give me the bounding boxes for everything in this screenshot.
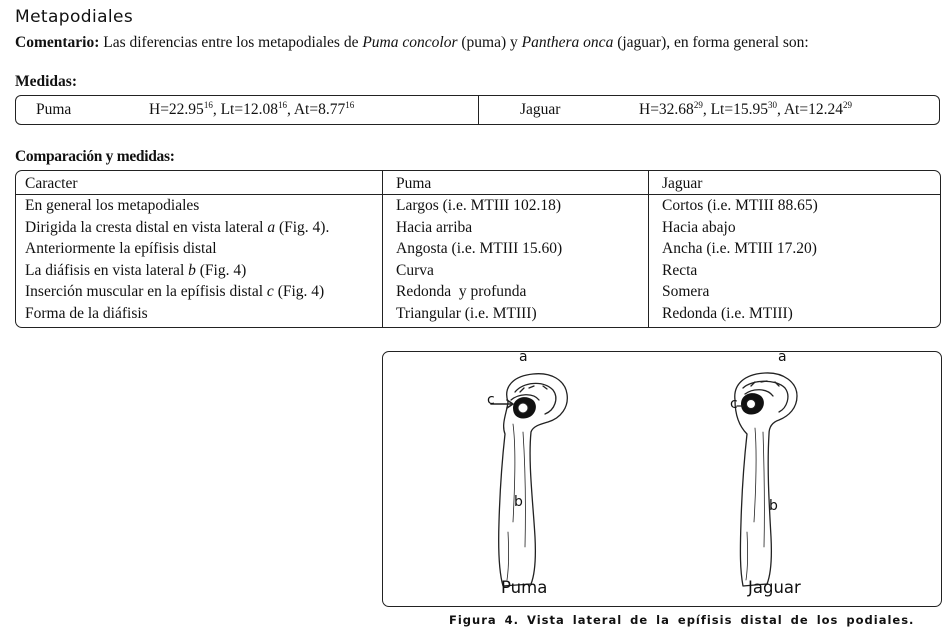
medidas-jaguar-values — [639, 101, 852, 119]
page-title: Metapodiales — [15, 7, 134, 27]
table-row-puma: Largos (i.e. MTIII 102.18) — [396, 197, 562, 214]
figure-label-puma: Puma — [501, 578, 548, 597]
table-row-jaguar: Somera — [662, 283, 710, 300]
medidas-table — [15, 95, 940, 125]
medidas-puma-values — [149, 101, 354, 119]
caracter-letter: a — [267, 218, 276, 236]
table-row-caracter — [25, 217, 329, 239]
table-row-caracter: En general los metapodiales — [25, 197, 200, 214]
medidas-divider — [478, 96, 479, 124]
medidas-jaguar-name: Jaguar — [520, 101, 561, 118]
puma-at-ref: 16 — [345, 100, 355, 110]
label-b-puma: b — [514, 494, 523, 510]
jaguar-column — [662, 195, 818, 324]
table-row-jaguar: Redonda (i.e. MTIII) — [662, 304, 793, 322]
caracter-letter: b — [188, 261, 196, 279]
label-c-puma: c — [487, 392, 495, 408]
comparacion-heading: Comparación y medidas: — [15, 148, 175, 165]
table-row-caracter: Forma de la diáfisis — [25, 304, 148, 322]
caracter-letter: c — [266, 283, 274, 300]
jaguar-at-ref: 29 — [842, 100, 852, 110]
table-row-caracter — [25, 260, 329, 282]
caracter-text: Inserción muscular en la epífisis distal — [25, 283, 267, 300]
header-caracter: Caracter — [25, 175, 78, 192]
caracter-text: Dirigida la cresta distal en vista lateral — [25, 218, 268, 236]
jaguar-h: H=32.68 — [639, 101, 694, 118]
caracter-ref: (Fig. 4). — [275, 218, 330, 236]
species-puma: Puma concolor — [362, 34, 458, 51]
figure-caption: Figura 4. Vista lateral de la epífisis distal de los podiales. — [449, 613, 915, 627]
jaguar-h-ref: 29 — [693, 100, 703, 110]
medidas-puma-name: Puma — [36, 101, 72, 118]
puma-h-ref: 16 — [203, 100, 213, 110]
comment-text-1: Las diferencias entre los metapodiales de — [99, 34, 363, 51]
label-a-puma: a — [519, 349, 528, 365]
label-b-jaguar: b — [769, 498, 778, 514]
table-row-jaguar: Cortos (i.e. MTIII 88.65) — [662, 197, 818, 214]
table-row-caracter: Anteriormente la epífisis distal — [25, 240, 217, 257]
table-row-puma: Redonda y profunda — [396, 283, 527, 300]
comparacion-table — [15, 170, 941, 328]
puma-lt: , Lt=12.08 — [212, 101, 278, 118]
table-row-jaguar: Recta — [662, 261, 698, 279]
table-row-caracter — [25, 281, 329, 303]
table-row-puma: Hacia arriba — [396, 218, 473, 236]
puma-at: , At=8.77 — [286, 101, 346, 118]
puma-h: H=22.95 — [149, 101, 204, 118]
puma-lt-ref: 16 — [277, 100, 287, 110]
figure-label-jaguar: Jaguar — [748, 578, 801, 597]
table-row-jaguar: Ancha (i.e. MTIII 17.20) — [662, 240, 817, 257]
header-puma: Puma — [396, 175, 432, 192]
caracter-text: La diáfisis en vista lateral — [25, 261, 189, 279]
jaguar-lt: , Lt=15.95 — [702, 101, 768, 118]
comment-paragraph — [15, 34, 809, 52]
label-c-jaguar: c — [730, 396, 738, 412]
table-row-puma: Angosta (i.e. MTIII 15.60) — [396, 240, 563, 257]
caracter-column — [25, 195, 329, 324]
table-row-jaguar: Hacia abajo — [662, 218, 736, 236]
comment-text-3: (jaguar), en forma general son: — [613, 34, 809, 51]
label-a-jaguar: a — [778, 349, 787, 365]
medidas-heading: Medidas: — [15, 73, 77, 90]
figure-4 — [382, 351, 942, 607]
puma-column — [396, 195, 562, 324]
bone-illustrations — [383, 352, 940, 605]
species-jaguar: Panthera onca — [521, 34, 614, 51]
jaguar-lt-ref: 30 — [767, 100, 777, 110]
comment-label: Comentario: — [15, 34, 100, 51]
caracter-ref: (Fig. 4) — [195, 261, 247, 279]
table-row-puma: Curva — [396, 261, 434, 279]
jaguar-at: , At=12.24 — [776, 101, 843, 118]
table-row-puma: Triangular (i.e. MTIII) — [396, 304, 537, 322]
header-jaguar: Jaguar — [662, 175, 703, 192]
caracter-ref: (Fig. 4) — [273, 283, 325, 300]
comment-text-2: (puma) y — [457, 34, 522, 51]
